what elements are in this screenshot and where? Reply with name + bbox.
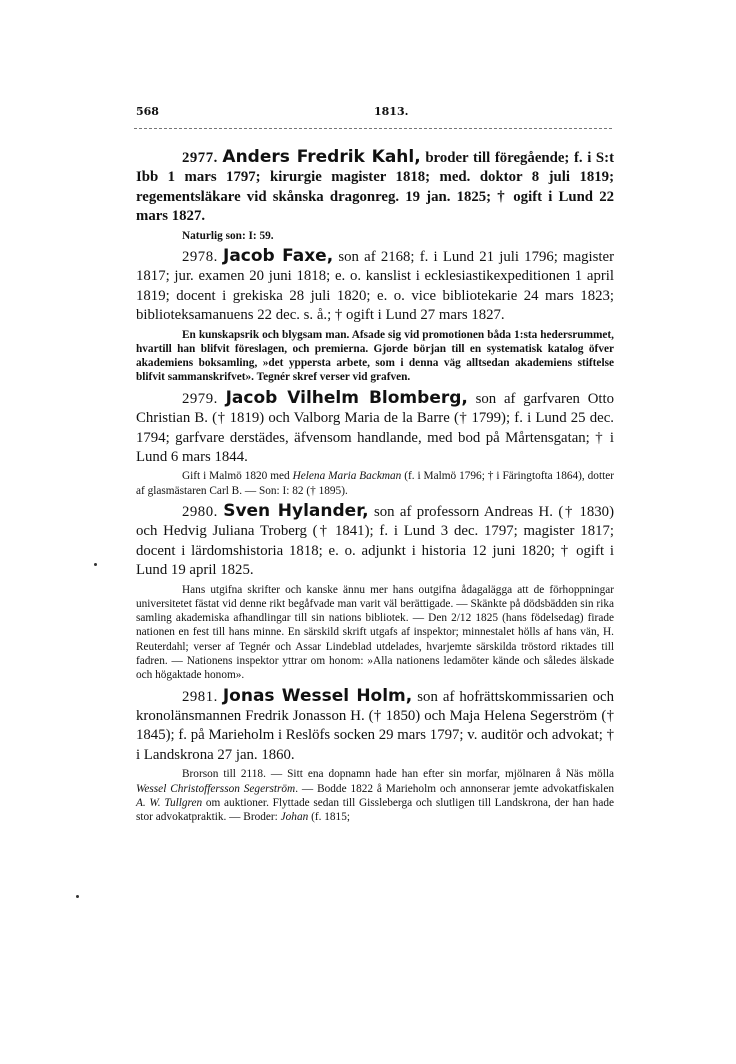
entry-main-text — [136, 389, 614, 468]
note-text: Brorson till 2118. — Sitt ena dopnamn hade han efter sin morfar, mjölnaren å Näs mölla — [182, 768, 614, 781]
running-year: 1813. — [374, 105, 409, 118]
note-text: Gift i Malmö 1820 med — [182, 470, 293, 483]
note-text: . — Bodde 1822 å Marieholm och annonserar jemte advokatfiskalen — [295, 782, 614, 795]
entry-main-text — [136, 687, 614, 766]
entry-number: 2981. — [182, 688, 218, 705]
note-text: (f. 1815; — [308, 811, 350, 824]
entry-body: son af hofrättskommissarien och kronolänsmannen Fredrik Jonasson H. († 1850) och Maja Helena Segerström († 1845); f. på Marieholm i Reslöfs socken 29 mars 1797; v. auditör och advokat; † i Landskrona 27 jan. 1860. — [136, 688, 615, 763]
entry-main-text — [136, 502, 614, 581]
entry-main-text — [136, 148, 614, 227]
italic-name: Johan — [280, 811, 309, 824]
entry-2977 — [136, 148, 614, 243]
entry-note: En kunskapsrik och blygsam man. Afsade sig vid promotionen båda 1:sta hedersrummet, hvartill han blifvit föreslagen, och premierna. Gjorde början till en systematisk katalog öfver akademiens boksamling, »det yppersta arbete, som i denna väg alltsedan akademiens stiftelse blifvit sammanskrifvet». Tegnér skref verser vid grafven. — [136, 328, 614, 384]
spouse-name: Helena Maria Backman — [292, 470, 402, 483]
entry-note — [136, 469, 614, 498]
entry-2979 — [136, 389, 614, 498]
person-name: Jacob Vilhelm Blomberg, — [225, 387, 468, 408]
entry-body: son af 2168; f. i Lund 21 juli 1796; magister 1817; jur. examen 20 juni 1818; e. o. kanslist i ecklesiastikexpeditionen 1 april 1819; docent i grekiska 28 juli 1820; e. o. vice bibliotekarie 24 mars 1823; biblioteksamanuens 22 dec. s. å.; † ogift i Lund 27 mars 1827. — [136, 248, 615, 324]
entry-number: 2978. — [182, 248, 218, 265]
page-number: 568 — [136, 105, 159, 118]
page-header — [134, 105, 612, 127]
entry-2980 — [136, 502, 614, 683]
margin-speck — [94, 563, 97, 566]
entry-note: Naturlig son: I: 59. — [182, 229, 274, 242]
entries-column — [136, 148, 614, 828]
entry-note — [136, 767, 614, 824]
margin-speck — [76, 895, 79, 898]
italic-name: Wessel Christoffersson Segerström — [136, 782, 296, 795]
header-rule — [134, 128, 612, 129]
entry-body: son af garfvaren Otto Christian B. († 1819) och Valborg Maria de la Barre († 1799); f. i Lund 25 dec. 1794; garfvare derstädes, äfvensom handlande, med bod på Mårtensgatan; † i Lund 6 mars 1844. — [136, 390, 614, 465]
entry-body: son af professorn Andreas H. († 1830) och Hedvig Juliana Troberg († 1841); f. i Lund 3 dec. 1797; magister 1817; docent i lärdomshistoria 1818; e. o. adjunkt i historia 12 juni 1820; † ogift i Lund 19 april 1825. — [136, 503, 614, 579]
person-name: Jonas Wessel Holm, — [222, 685, 413, 706]
person-name: Sven Hylander, — [223, 500, 369, 521]
entry-number: 2977. — [182, 150, 218, 166]
note-text: (f. i Malmö 1796; † i Färingtofta 1864), dotter af glasmästaren Carl B. — Son: I: 82 († 1895). — [136, 470, 615, 497]
person-name: Anders Fredrik Kahl, — [222, 147, 421, 167]
note-text: om auktioner. Flyttade sedan till Gissleberga och slutligen till Landskrona, der han hade stor advokatpraktik. — Broder: — [136, 796, 614, 824]
person-name: Jacob Faxe, — [223, 245, 334, 266]
entry-number: 2980. — [182, 503, 218, 520]
entry-2981 — [136, 687, 614, 825]
italic-name: A. W. Tullgren — [136, 796, 203, 809]
entry-note: Hans utgifna skrifter och kanske ännu mer hans outgifna ådagalägga att de förhoppningar universitetet fästat vid denne rikt begåfvade man varit väl berättigade. — Skänkte på dödsbädden sin rika samling akademiska afhandlingar till sin nations bibliotek. — Den 2/12 1825 (hans födelsedag) firade nationen en fest till hans minne. En särskild skrift utgafs af inspektor; minnestalet hölls af hans vän, H. Reuterdahl; verser af Tegnér och Assar Lindeblad utdelades, hvarjemte särskilda tröstord riktades till fadren. — Nationens inspektor yttrar om honom: »Alla nationens ledamöter kände och således älskade och högaktade honom». — [136, 583, 614, 682]
entry-body: broder till föregående; f. i S:t Ibb 1 mars 1797; kirurgie magister 1818; med. doktor 8 juli 1819; regementsläkare vid skånska dragonreg. 19 jan. 1825; † ogift i Lund 22 mars 1827. — [136, 150, 615, 225]
entry-main-text — [136, 247, 614, 326]
entry-number: 2979. — [182, 390, 218, 407]
entry-2978 — [136, 247, 614, 385]
